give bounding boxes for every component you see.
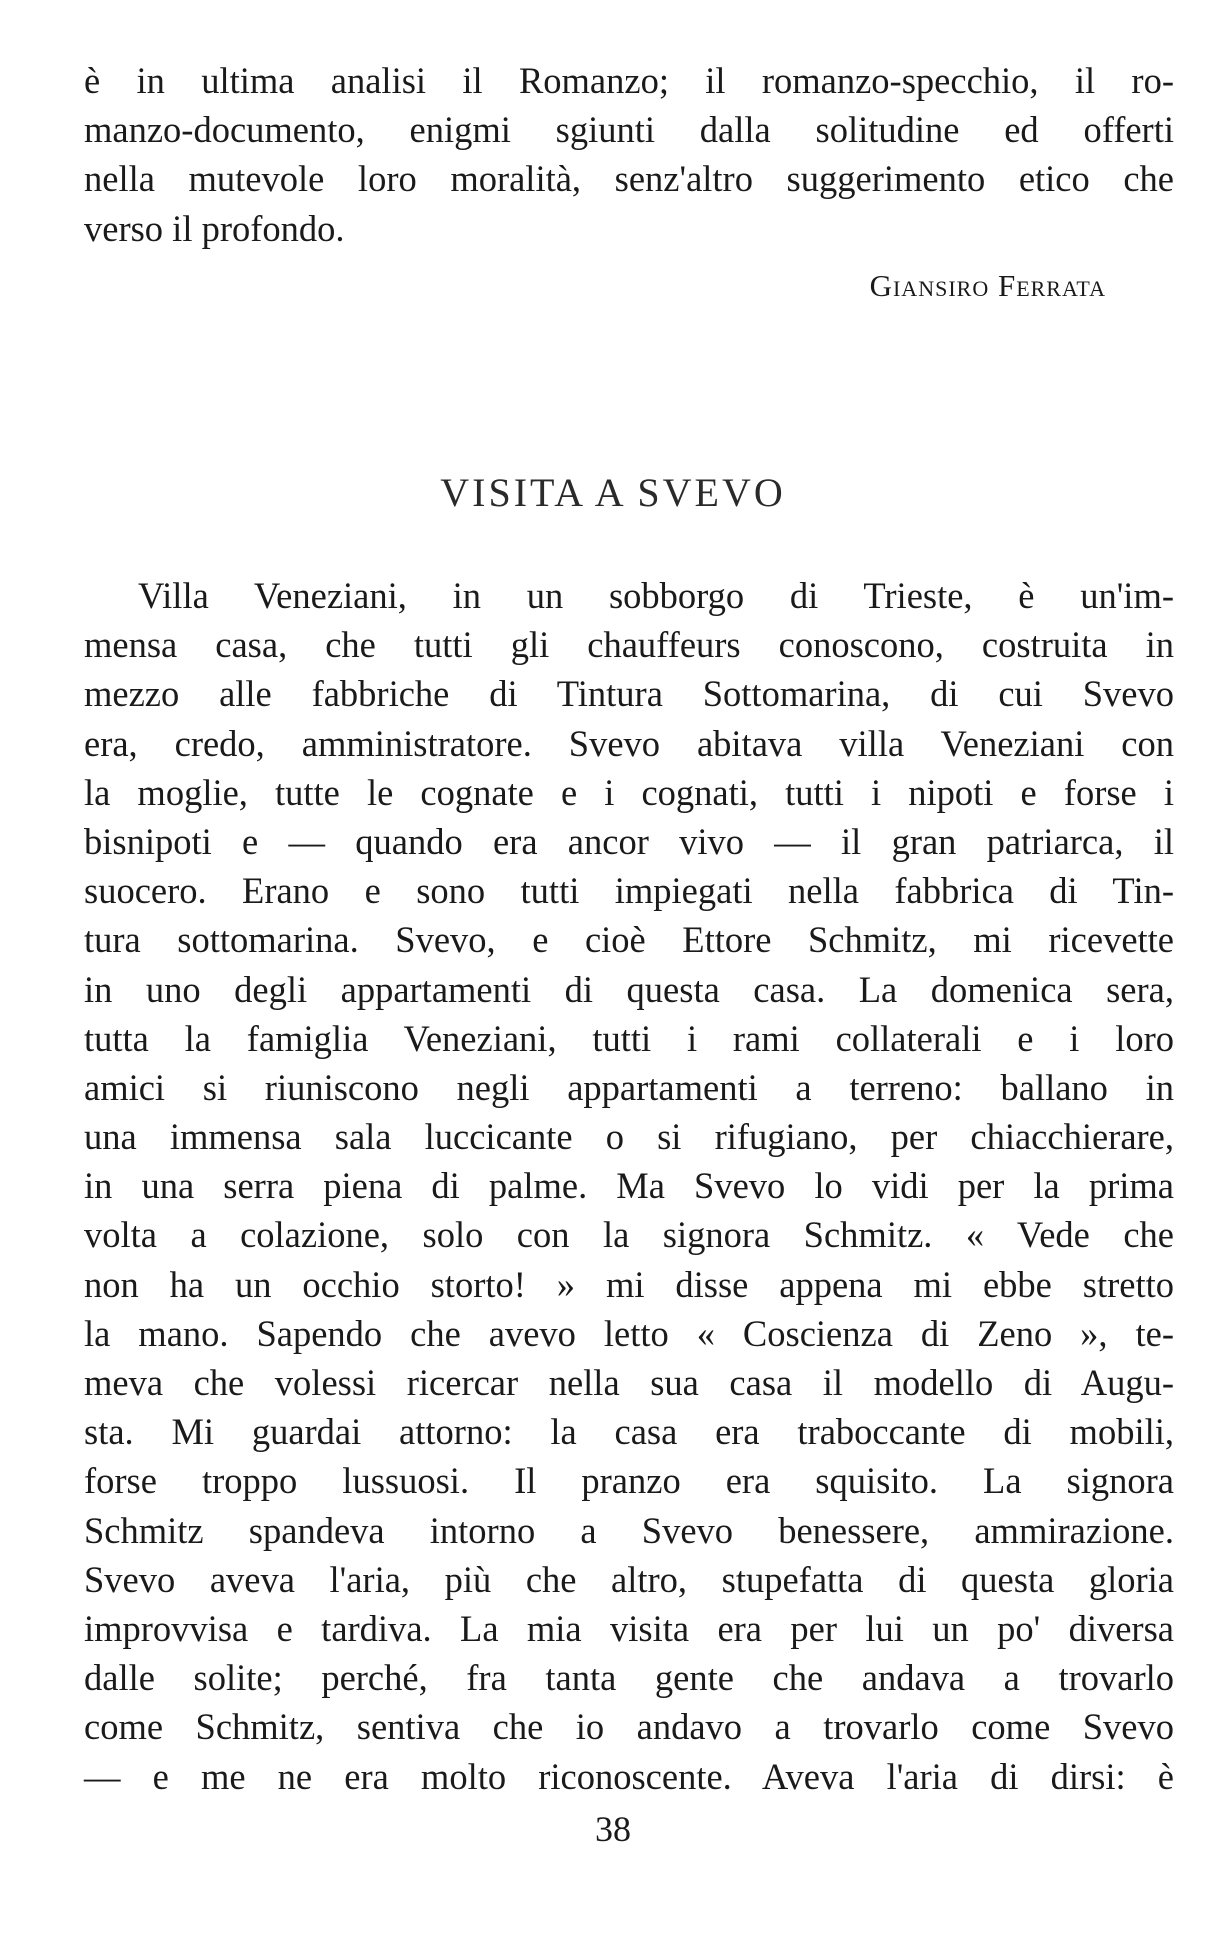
intro-line: nella mutevole loro moralità, senz'altro suggerimento etico che	[84, 158, 1174, 200]
body-line: in uno degli appartamenti di questa casa. La domenica sera,	[84, 968, 1174, 1010]
body-line: tutta la famiglia Veneziani, tutti i rami collaterali e i loro	[84, 1017, 1174, 1059]
intro-line: manzo-documento, enigmi sgiunti dalla solitudine ed offerti	[84, 109, 1174, 151]
author-signature: Giansiro Ferrata	[869, 268, 1106, 303]
intro-paragraph	[84, 56, 1174, 253]
body-line: forse troppo lussuosi. Il pranzo era squisito. La signora	[84, 1460, 1174, 1502]
body-line: la mano. Sapendo che avevo letto « Coscienza di Zeno », te-	[84, 1312, 1174, 1354]
body-line: Villa Veneziani, in un sobborgo di Trieste, è un'im-	[138, 575, 1174, 616]
article-title: VISITA A SVEVO	[440, 470, 786, 516]
body-line: sta. Mi guardai attorno: la casa era traboccante di mobili,	[84, 1411, 1174, 1453]
body-line: volta a colazione, solo con la signora Schmitz. « Vede che	[84, 1214, 1174, 1256]
body-line: in una serra piena di palme. Ma Svevo lo vidi per la prima	[84, 1165, 1174, 1207]
body-line: dalle solite; perché, fra tanta gente che andava a trovarlo	[84, 1657, 1174, 1699]
body-line: la moglie, tutte le cognate e i cognati, tutti i nipoti e forse i	[84, 771, 1174, 813]
page-number: 38	[595, 1809, 631, 1849]
body-line: una immensa sala luccicante o si rifugiano, per chiacchierare,	[84, 1116, 1174, 1158]
body-line: mensa casa, che tutti gli chauffeurs conoscono, costruita in	[84, 624, 1174, 666]
body-line: suocero. Erano e sono tutti impiegati nella fabbrica di Tin-	[84, 870, 1174, 912]
body-line: meva che volessi ricercar nella sua casa il modello di Augu-	[84, 1362, 1174, 1403]
body-line: tura sottomarina. Svevo, e cioè Ettore Schmitz, mi ricevette	[84, 919, 1174, 961]
body-line: amici si riuniscono negli appartamenti a terreno: ballano in	[84, 1066, 1174, 1108]
body-line: bisnipoti e — quando era ancor vivo — il gran patriarca, il	[84, 820, 1174, 862]
article-body	[84, 571, 1174, 1801]
body-line: Schmitz spandeva intorno a Svevo benessere, ammirazione.	[84, 1509, 1174, 1551]
intro-line: verso il profondo.	[84, 207, 345, 249]
body-line: come Schmitz, sentiva che io andavo a trovarlo come Svevo	[84, 1706, 1174, 1748]
body-line: era, credo, amministratore. Svevo abitava villa Veneziani con	[84, 722, 1174, 764]
body-line: improvvisa e tardiva. La mia visita era per lui un po' diversa	[84, 1607, 1174, 1649]
body-line: mezzo alle fabbriche di Tintura Sottomarina, di cui Svevo	[84, 673, 1174, 715]
body-line: non ha un occhio storto! » mi disse appena mi ebbe stretto	[84, 1263, 1174, 1305]
body-line: — e me ne era molto riconoscente. Aveva l'aria di dirsi: è	[84, 1755, 1174, 1797]
body-line: Svevo aveva l'aria, più che altro, stupefatta di questa gloria	[84, 1558, 1174, 1600]
intro-line: è in ultima analisi il Romanzo; il romanzo-specchio, il ro-	[84, 60, 1174, 101]
